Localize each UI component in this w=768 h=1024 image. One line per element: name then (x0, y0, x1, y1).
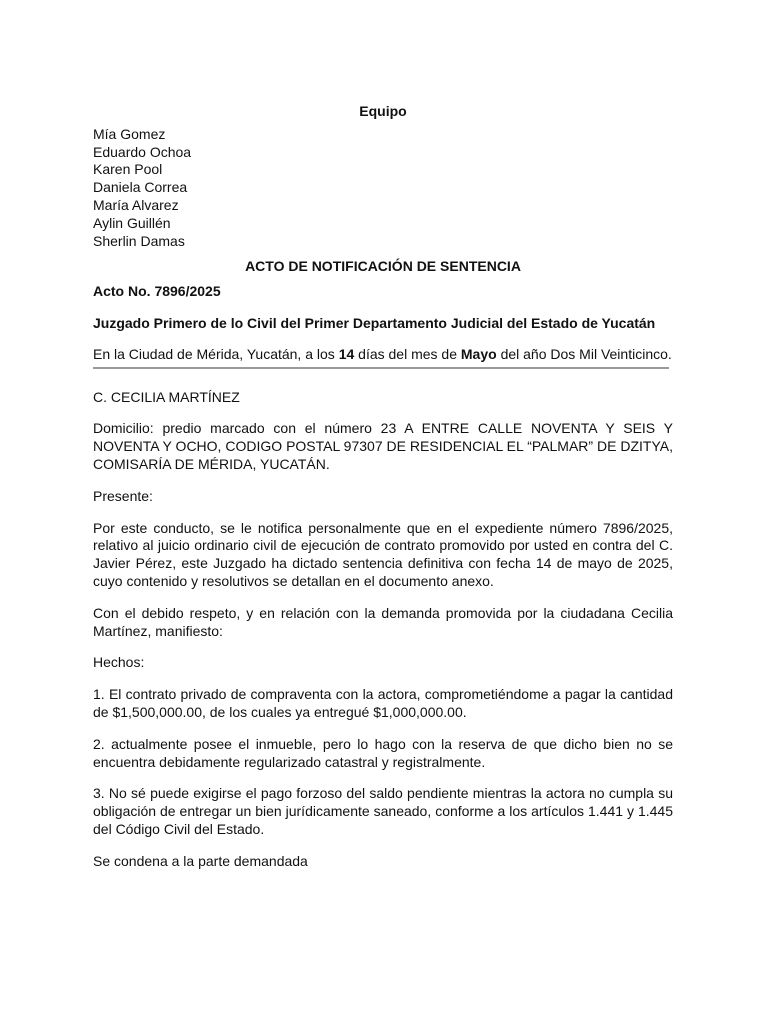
facts-heading: Hechos: (93, 654, 145, 671)
date-line (93, 346, 673, 364)
conviction-paragraph: Se condena a la parte demandada (93, 852, 308, 869)
team-member-list (93, 126, 673, 251)
date-month: Mayo (460, 345, 497, 362)
team-member: Karen Pool (93, 161, 163, 178)
horizontal-divider (93, 367, 669, 369)
act-number: Acto No. 7896/2025 (93, 283, 221, 300)
date-suffix: del año Dos Mil Veinticinco. (496, 345, 672, 362)
team-member: Daniela Correa (93, 179, 188, 196)
court-name: Juzgado Primero de lo Civil del Primer Departamento Judicial del Estado de Yucatán (93, 314, 656, 331)
team-member: Eduardo Ochoa (93, 143, 192, 160)
domicile-paragraph: Domicilio: predio marcado con el número 23 A ENTRE CALLE NOVENTA Y SEIS Y NOVENTA Y OCHO, CODIGO POSTAL 97307 DE RESIDENCIAL EL “PALMAR” DE DZITYA, COMISARÍA DE MÉRIDA, YUCATÁN. (93, 420, 673, 472)
respect-paragraph: Con el debido respeto, y en relación con la demanda promovida por la ciudadana Cecilia Martínez, manifiesto: (93, 604, 673, 639)
team-heading: Equipo (359, 103, 407, 119)
recipient-name: C. CECILIA MARTÍNEZ (93, 388, 240, 405)
team-member: Aylin Guillén (93, 214, 171, 231)
document-title: ACTO DE NOTIFICACIÓN DE SENTENCIA (245, 258, 521, 275)
date-middle: días del mes de (354, 345, 461, 362)
notice-paragraph: Por este conducto, se le notifica personalmente que en el expediente número 7896/2025, relativo al juicio ordinario civil de ejecución de contrato promovido por usted en contra del C. Javier Pérez, este Juzgado ha dictado sentencia definitiva con fecha 14 de mayo de 2025, cuyo contenido y resolutivos se detallan en el documento anexo. (93, 519, 673, 589)
fact-item: 2. actualmente posee el inmueble, pero lo hago con la reserva de que dicho bien no se encuentra debidamente regularizado catastral y registralmente. (93, 735, 673, 770)
fact-item: 1. El contrato privado de compraventa con la actora, comprometiéndome a pagar la cantidad de $1,500,000.00, de los cuales ya entregué $1,000,000.00. (93, 686, 673, 720)
fact-item: 3. No sé puede exigirse el pago forzoso del saldo pendiente mientras la actora no cumpla su obligación de entregar un bien jurídicamente saneado, conforme a los artículos 1.441 y 1.445 del Código Civil del Estado. (93, 785, 673, 837)
team-member: Sherlin Damas (93, 232, 185, 249)
present-label: Presente: (93, 487, 153, 504)
date-prefix: En la Ciudad de Mérida, Yucatán, a los (93, 345, 339, 362)
date-day: 14 (338, 345, 355, 362)
document-page (93, 103, 673, 871)
team-member: Mía Gomez (93, 125, 166, 142)
team-member: María Alvarez (93, 196, 179, 213)
